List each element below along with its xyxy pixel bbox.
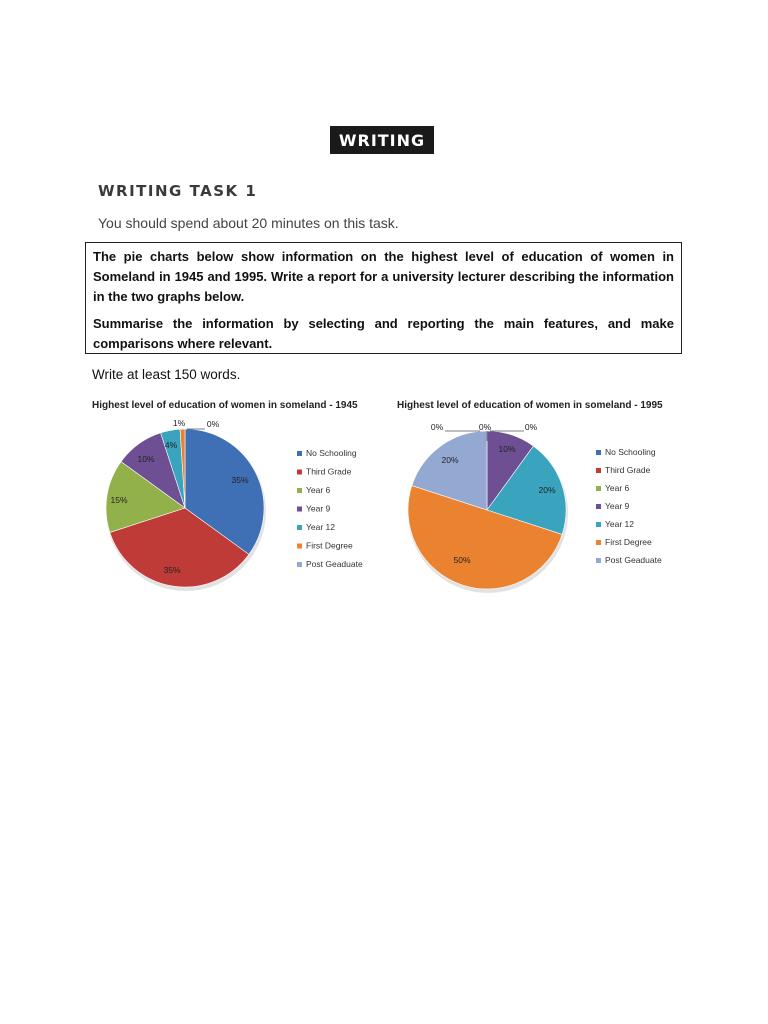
chart-title: Highest level of education of women in someland - 1995	[397, 400, 663, 411]
legend-swatch	[297, 544, 302, 549]
word-count-instruction: Write at least 150 words.	[92, 367, 241, 382]
legend-swatch	[596, 540, 601, 545]
slice-value-label: 20%	[538, 485, 556, 495]
legend-swatch	[297, 562, 302, 567]
legend-entry: No Schooling	[306, 448, 357, 458]
legend-swatch	[297, 488, 302, 493]
legend-swatch	[297, 525, 302, 530]
slice-value-label: 0%	[206, 419, 220, 429]
slice-value-label: 0%	[478, 422, 492, 432]
pie-chart-2	[397, 400, 663, 593]
slice-value-label: 1%	[172, 418, 186, 428]
legend-swatch	[297, 451, 302, 456]
legend-entry: Third Grade	[605, 465, 651, 475]
legend-entry: First Degree	[306, 540, 353, 551]
slice-value-label: 35%	[163, 565, 181, 575]
legend-swatch	[596, 486, 601, 491]
slice-value-label: 0%	[430, 422, 444, 432]
legend-swatch	[596, 522, 601, 527]
legend-entry: Year 6	[605, 483, 630, 493]
legend-swatch	[297, 470, 302, 475]
time-instruction: You should spend about 20 minutes on this task.	[98, 215, 399, 231]
legend-entry: Post Geaduate	[605, 555, 662, 565]
slice-value-label: 50%	[453, 555, 471, 565]
slice-value-label: 20%	[441, 455, 459, 465]
legend-entry: No Schooling	[605, 447, 656, 457]
chart-legend	[596, 447, 662, 565]
slice-value-label: 4%	[164, 440, 178, 450]
legend-entry: Year 12	[605, 519, 634, 529]
legend-swatch	[596, 558, 601, 563]
prompt-paragraph-2: Summarise the information by selecting and reporting the main features, and make comparisons where relevant.	[93, 316, 674, 351]
task-title: WRITING TASK 1	[98, 182, 258, 200]
pie-chart-1	[92, 400, 363, 591]
chart-legend	[297, 448, 363, 569]
legend-entry: First Degree	[605, 537, 652, 547]
writing-badge: WRITING	[330, 126, 434, 154]
legend-entry: Year 6	[306, 485, 331, 495]
legend-swatch	[596, 450, 601, 455]
legend-entry: Year 9	[605, 501, 630, 511]
slice-value-label: 10%	[498, 444, 516, 454]
legend-entry: Year 12	[306, 522, 335, 532]
legend-entry: Post Geaduate	[306, 559, 363, 569]
slice-value-label: 15%	[110, 495, 128, 505]
legend-entry: Third Grade	[306, 466, 352, 477]
legend-entry: Year 9	[306, 503, 331, 514]
slice-value-label: 0%	[524, 422, 538, 432]
legend-swatch	[297, 507, 302, 512]
prompt-paragraph-1: The pie charts below show information on the highest level of education of women in Someland in 1945 and 1995. Write a report for a university lecturer describing the information in the two graphs below.	[93, 249, 674, 304]
legend-swatch	[596, 468, 601, 473]
chart-title: Highest level of education of women in someland - 1945	[92, 400, 358, 411]
slice-value-label: 10%	[137, 454, 155, 464]
legend-swatch	[596, 504, 601, 509]
slice-value-label: 35%	[231, 475, 249, 485]
